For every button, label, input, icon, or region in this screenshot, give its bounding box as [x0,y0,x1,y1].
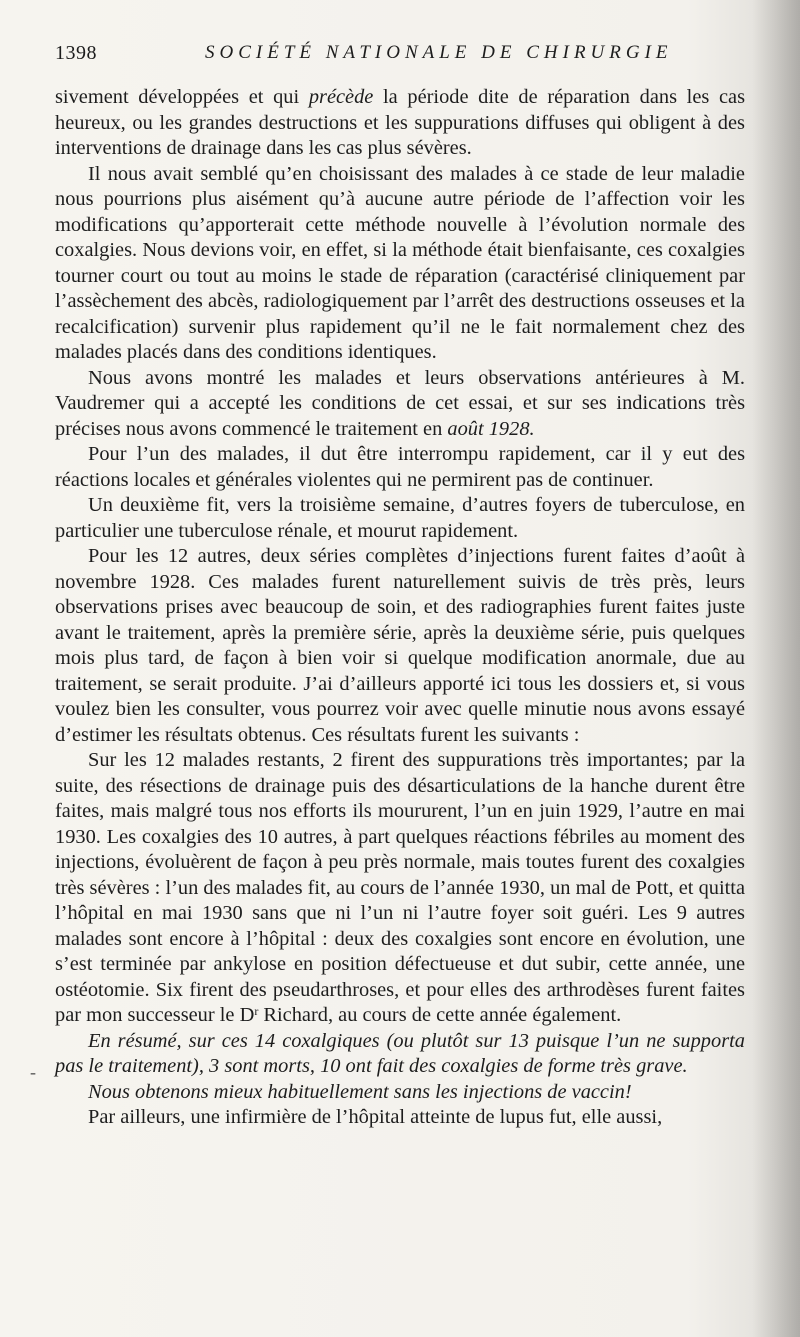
spine-shadow [752,0,800,1337]
paragraph-7-end: Richard, au cours de cette année également. [258,1004,622,1026]
paragraph-4: Pour l’un des malades, il dut être interrompu rapidement, car il y eut des réactions locales et générales violentes qui ne permirent pas de continuer. [55,443,745,491]
paragraph-7-superscript: r [254,1004,259,1018]
running-title: SOCIÉTÉ NATIONALE DE CHIRURGIE [205,42,673,63]
paragraph-1-end: la période dite de réparation dans les cas heureux, ou les grandes destructions et les suppurations diffuses qui obligent à des interventions de drainage dans les cas plus sévères. [55,86,746,159]
paragraph-6: Pour les 12 autres, deux séries complètes d’injections furent faites d’août à novembre 1928. Ces malades furent naturellement suivis de très près, leurs observations prises avec beaucoup de soin, et des radiographies furent faites juste avant le traitement, après la première série, après la deuxième série, puis quelques mois plus tard, de façon à bien voir si quelque modification anormale, due au traitement, se serait produite. J’ai d’ailleurs apporté ici tous les dossiers et, si vous voulez bien les consulter, vous pourrez voir avec quelle minutie nous avons essayé d’estimer les résultats obtenus. Ces résultats furent les suivants : [55,545,745,746]
page-header [55,40,745,70]
paragraph-1-start: sivement développées et qui [55,86,309,108]
paragraph-summary: En résumé, sur ces 14 coxalgiques (ou plutôt sur 13 puisque l’un ne supporta pas le traitement), 3 sont morts, 10 ont fait des coxalgies de forme très grave. [55,1029,745,1077]
margin-mark: - [30,1062,36,1082]
paragraph-3-start: Nous avons montré les malades et leurs observations antérieures à M. Vaudremer qui a accepté les conditions de cet essai, et sur ses indications très précises nous avons commencé le traitement en [55,366,745,440]
paragraph-2: Il nous avait semblé qu’en choisissant des malades à ce stade de leur maladie nous pourrions plus aisément qu’à aucune autre période de l’affection voir les modifications qu’apporterait cette méthode nouvelle à l’évolution normale des coxalgies. Nous devions voir, en effet, si la méthode était bienfaisante, ces coxalgies tourner court ou tout au moins le stade de réparation (caractérisé cliniquement par l’assèchement des abcès, radiologiquement par l’arrêt des destructions osseuses et la recalcification) survenir plus rapidement qu’il ne le fait normalement chez des malades placés dans des conditions identiques. [55,162,745,363]
paragraph-1 [55,85,745,162]
paragraph-7-start: Sur les 12 malades restants, 2 firent des suppurations très importantes; par la suite, des résections de drainage puis des désarticulations de la hanche durent être faites, mais malgré tous nos efforts ils moururent, l’un en juin 1929, l’autre en mai 1930. Les coxalgies des 10 autres, à part quelques réactions fébriles au moment des injections, évoluèrent de façon à peu près normale, mais toutes furent des coxalgies très sévères : l’un des malades fit, au cours de l’année 1930, un mal de Pott, et quitta l’hôpital en mai 1930 sans que ni l’un ni l’autre foyer soit guéri. Les 9 autres malades sont encore à l’hôpital : deux des coxalgies sont encore en évolution, une s’est terminée par ankylose en position défectueuse et dut subir, cette année, une ostéotomie. Six firent des pseudarthroses, et pour elles des arthrodèses furent faites par mon successeur le D [55,749,745,1026]
paragraph-1-emphasis: précède [308,86,374,108]
page-number: 1398 [55,42,97,64]
paragraph-3-date: août 1928. [447,417,535,440]
paragraph-7 [55,748,745,1029]
paragraph-final: Par ailleurs, une infirmière de l’hôpital atteinte de lupus fut, elle aussi, [88,1106,663,1128]
body-text [55,85,745,1131]
paragraph-3 [55,366,745,443]
paragraph-5: Un deuxième fit, vers la troisième semaine, d’autres foyers de tuberculose, en particulier une tuberculose rénale, et mourut rapidement. [55,494,745,542]
paragraph-conclusion: Nous obtenons mieux habituellement sans les injections de vaccin! [88,1080,632,1103]
